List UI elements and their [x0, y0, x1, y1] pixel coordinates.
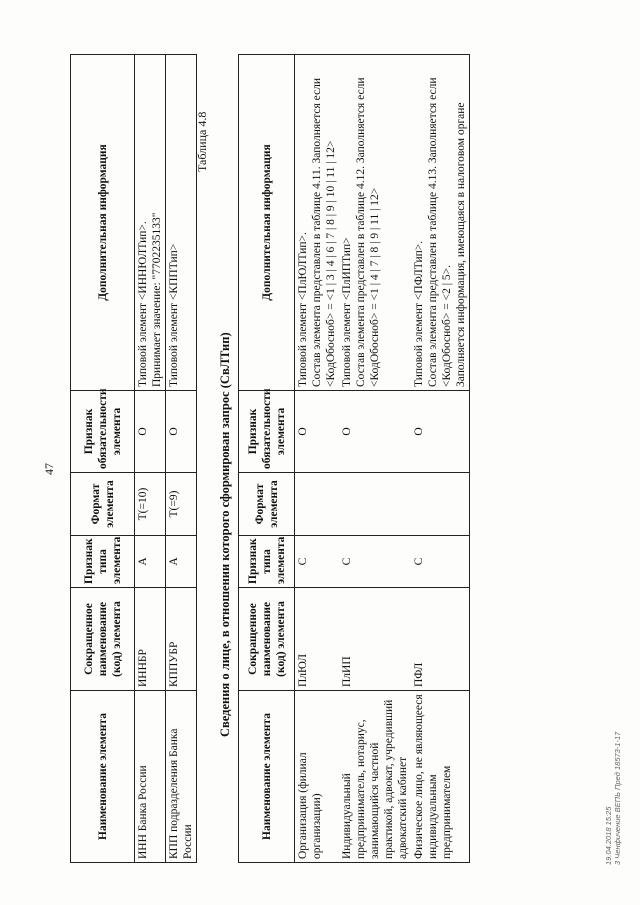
element-format: T(=10) [135, 473, 166, 536]
table-label: Таблица 4.8 [195, 111, 209, 172]
element-info: Типовой элемент <ПлЮЛТип>. Состав элемента представлен в таблице 4.11. Заполняется если <КодОбосноб> = <1 | 3 | 4 | 6 | 7 | 8 | 9 | 10 | 11 | 12> [295, 55, 340, 391]
element-name: ИНН Банка России [135, 691, 166, 863]
table-row [166, 55, 197, 863]
column-header: Дополнительная информация [71, 55, 135, 391]
element-info: Типовой элемент <ИННЮЛТип>. Принимает значение: "7702235133" [135, 55, 166, 391]
element-type: С [339, 536, 411, 588]
elements-table-continued [70, 54, 197, 863]
column-header: Дополнительная информация [239, 55, 295, 391]
element-format [295, 473, 340, 536]
table-caption: Сведения о лице, в отношении которого сформирован запрос (СвЛТип) [218, 332, 232, 737]
column-header: Сокращенное наименование (код) элемента [239, 588, 295, 691]
element-required: О [166, 391, 197, 473]
element-info: Типовой элемент <КППТип> [166, 55, 197, 391]
element-name: Организация (филиал организации) [295, 691, 340, 863]
print-stamp [604, 732, 622, 865]
element-info: Типовой элемент <ПФЛТип>. Состав элемента представлен в таблице 4.13. Заполняется если <КодОбосноб> = <2 | 5>. Заполняется информация, имеющаяся в налоговом органе [411, 55, 470, 391]
element-format: T(=9) [166, 473, 197, 536]
element-type: С [411, 536, 470, 588]
column-header: Признак обязательности элемента [239, 391, 295, 473]
table-row [411, 55, 470, 863]
element-required: О [339, 391, 411, 473]
element-name: Индивидуальный предприниматель, нотариус, занимающийся частной практикой, адвокат, учредивший адвокатский кабинет [339, 691, 411, 863]
person-info-table [238, 54, 470, 863]
stamp-line: 3 Ченфичение ВЕПЬ Пред 18573-1-17 [613, 731, 622, 865]
page-number: 47 [42, 463, 56, 475]
element-name: Физическое лицо, не являющееся индивидуальным предпринимателем [411, 691, 470, 863]
element-code: ПлИП [339, 588, 411, 691]
element-required: О [135, 391, 166, 473]
table-row [295, 55, 340, 863]
element-code: ПлЮЛ [295, 588, 340, 691]
table-row [339, 55, 411, 863]
column-header: Признак обязательности элемента [71, 391, 135, 473]
element-code: КППУБР [166, 588, 197, 691]
column-header: Наименование элемента [71, 691, 135, 863]
element-code: ПФЛ [411, 588, 470, 691]
column-header: Формат элемента [71, 473, 135, 536]
element-required: О [411, 391, 470, 473]
element-code: ИННБР [135, 588, 166, 691]
table-header-row [71, 55, 135, 863]
element-type: С [295, 536, 340, 588]
stamp-line: 19.04.2018 15:25 [604, 806, 613, 865]
column-header: Сокращенное наименование (код) элемента [71, 588, 135, 691]
table-header-row [239, 55, 295, 863]
column-header: Наименование элемента [239, 691, 295, 863]
element-info: Типовой элемент <ПлИПТип> Состав элемента представлен в таблице 4.12. Заполняется если <КодОбосноб> = <1 | 4 | 7 | 8 | 9 | 11 | 12> [339, 55, 411, 391]
column-header: Признак типа элемента [71, 536, 135, 588]
element-type: А [135, 536, 166, 588]
element-format [339, 473, 411, 536]
element-required: О [295, 391, 340, 473]
table-row [135, 55, 166, 863]
element-name: КПП подразделения Банка России [166, 691, 197, 863]
element-type: А [166, 536, 197, 588]
column-header: Признак типа элемента [239, 536, 295, 588]
column-header: Формат элемента [239, 473, 295, 536]
element-format [411, 473, 470, 536]
